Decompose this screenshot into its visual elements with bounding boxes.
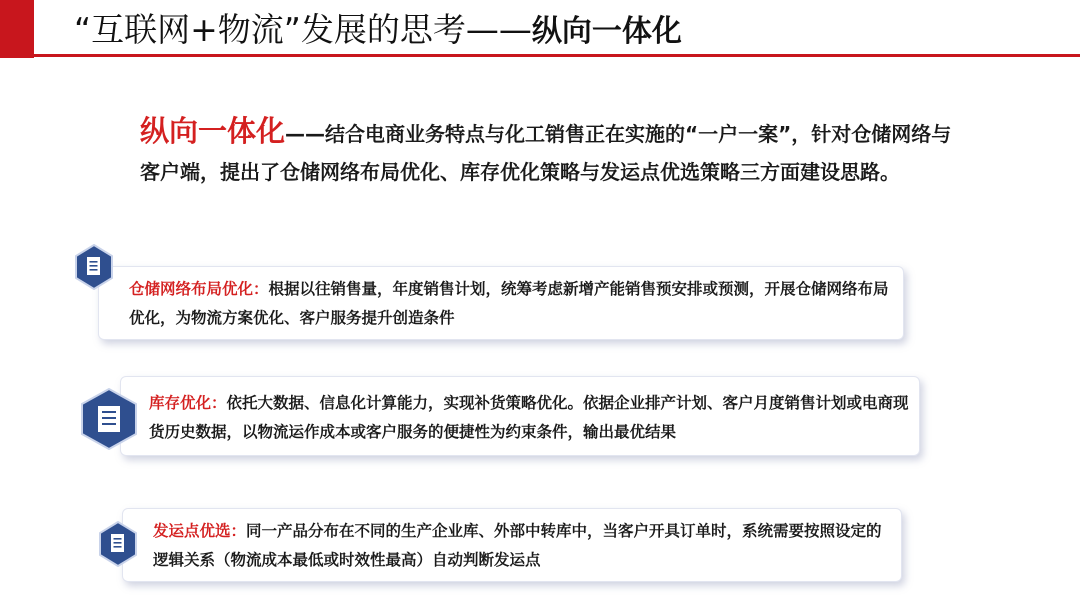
page-title-main: “互联网+物流”发展的思考—— bbox=[74, 10, 532, 49]
card-title: 仓储网络布局优化： bbox=[129, 280, 269, 298]
card-body: 同一产品分布在不同的生产企业库、外部中转库中，当客户开具订单时，系统需要按照设定的逻辑关系（物流成本最低或时效性最高）自动判断发运点 bbox=[153, 522, 882, 569]
intro-text: ——结合电商业务特点与化工销售正在实施的“一户一案”，针对仓储网络与客户端，提出了仓储网络布局优化、库存优化策略与发运点优选策略三方面建设思路。 bbox=[140, 122, 952, 184]
page-title-subtitle: 纵向一体化 bbox=[531, 14, 682, 49]
header-divider bbox=[34, 54, 1080, 57]
card-text bbox=[129, 275, 889, 333]
card-inventory bbox=[120, 376, 920, 456]
card-text bbox=[153, 517, 891, 575]
intro-keyword: 纵向一体化 bbox=[140, 114, 286, 148]
document-icon bbox=[74, 244, 114, 290]
card-warehouse-network bbox=[98, 266, 904, 340]
card-title: 发运点优选： bbox=[153, 522, 247, 540]
intro-paragraph bbox=[140, 112, 955, 191]
document-icon bbox=[98, 521, 138, 567]
document-icon bbox=[80, 388, 138, 450]
card-body: 依托大数据、信息化计算能力，实现补货策略优化。依据企业排产计划、客户月度销售计划或电商现货历史数据，以物流运作成本或客户服务的便捷性为约束条件，输出最优结果 bbox=[149, 394, 909, 441]
card-body: 根据以往销售量，年度销售计划，统筹考虑新增产能销售预安排或预测，开展仓储网络布局优化，为物流方案优化、客户服务提升创造条件 bbox=[129, 280, 889, 327]
card-title: 库存优化： bbox=[149, 394, 227, 412]
card-shipping-point bbox=[122, 508, 902, 582]
header-accent-bar bbox=[0, 0, 34, 58]
page-title bbox=[74, 8, 682, 54]
card-text bbox=[149, 389, 911, 447]
